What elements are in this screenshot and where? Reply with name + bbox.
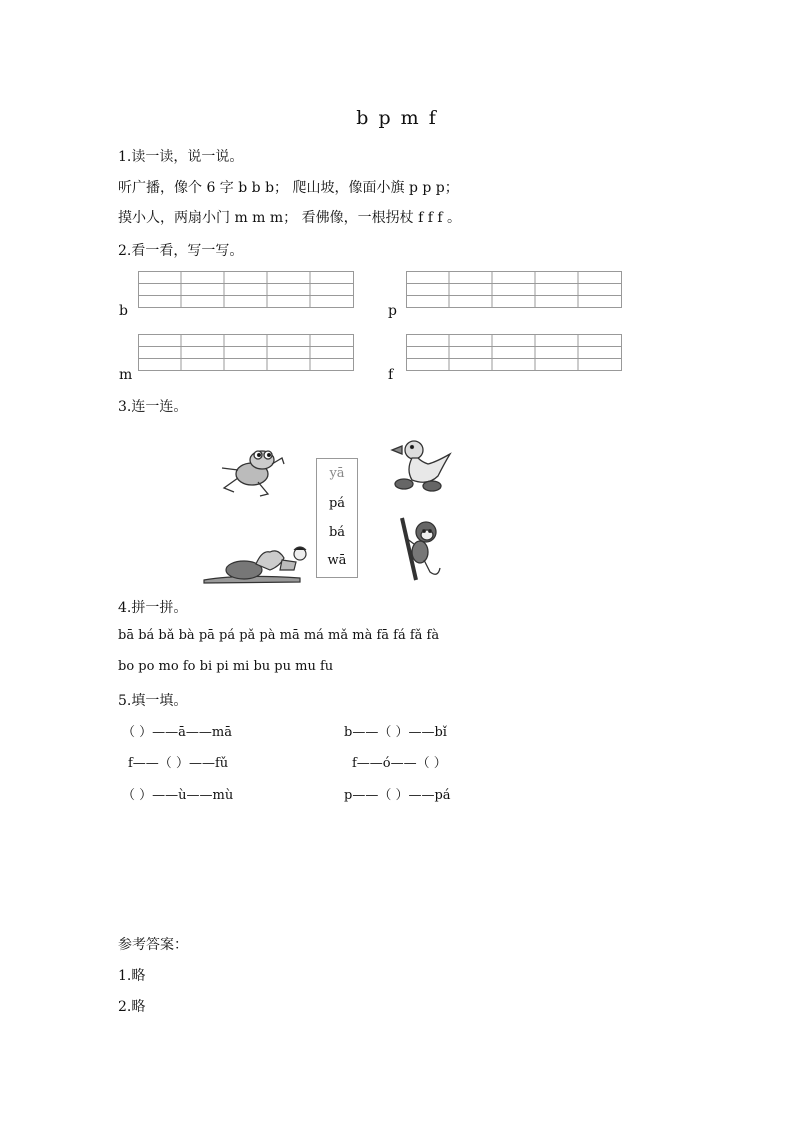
duck-picture[interactable] <box>388 436 454 494</box>
grid-label-m: m <box>119 367 133 383</box>
pinyin-option-pa[interactable]: pá <box>328 496 346 511</box>
answers-heading: 参考答案： <box>118 937 188 953</box>
pinyin-options-box <box>316 458 358 578</box>
pinyin-option-ya[interactable]: yā <box>329 466 345 481</box>
pinyin-option-ba[interactable]: bá <box>328 525 346 540</box>
q1-heading: 1.读一读，说一说。 <box>118 149 244 165</box>
q5-heading: 5.填一填。 <box>118 693 188 709</box>
fill-item-6[interactable]: p——（ ）——pá <box>344 788 451 803</box>
page-title: b p m f <box>356 107 438 129</box>
answer-1: 1.略 <box>118 968 146 984</box>
monkey-climbing-picture[interactable] <box>394 514 446 582</box>
q1-line2: 摸小人，两扇小门 m m m； 看佛像，一根拐杖 f f f 。 <box>118 210 461 226</box>
grid-label-p: p <box>388 303 397 319</box>
q4-row1: bā bá bǎ bà pā pá pǎ pà mā má mǎ mà fā fá fǎ fà <box>118 628 440 643</box>
fill-item-1[interactable]: （ ）——ā——mā <box>122 725 232 740</box>
q3-heading: 3.连一连。 <box>118 399 188 415</box>
q1-line1: 听广播，像个 6 字 b b b； 爬山坡，像面小旗 p p p； <box>118 180 459 196</box>
q2-heading: 2.看一看，写一写。 <box>118 243 244 259</box>
pulling-radish-picture[interactable] <box>200 540 316 584</box>
pinyin-option-wa[interactable]: wā <box>327 553 347 568</box>
fill-item-3[interactable]: f——（ ）——fǔ <box>128 756 229 771</box>
frog-picture[interactable] <box>216 444 288 498</box>
writing-grid-b[interactable] <box>138 271 354 309</box>
writing-grid-p[interactable] <box>406 271 622 309</box>
fill-item-4[interactable]: f——ó——（ ） <box>352 756 447 771</box>
fill-item-5[interactable]: （ ）——ù——mù <box>122 788 234 803</box>
q4-row2: bo po mo fo bi pi mi bu pu mu fu <box>118 659 334 674</box>
answer-2: 2.略 <box>118 999 146 1015</box>
grid-label-b: b <box>119 303 128 319</box>
writing-grid-f[interactable] <box>406 334 622 372</box>
fill-item-2[interactable]: b——（ ）——bǐ <box>344 725 447 740</box>
writing-grid-m[interactable] <box>138 334 354 372</box>
q4-heading: 4.拼一拼。 <box>118 600 188 616</box>
grid-label-f: f <box>388 367 394 383</box>
